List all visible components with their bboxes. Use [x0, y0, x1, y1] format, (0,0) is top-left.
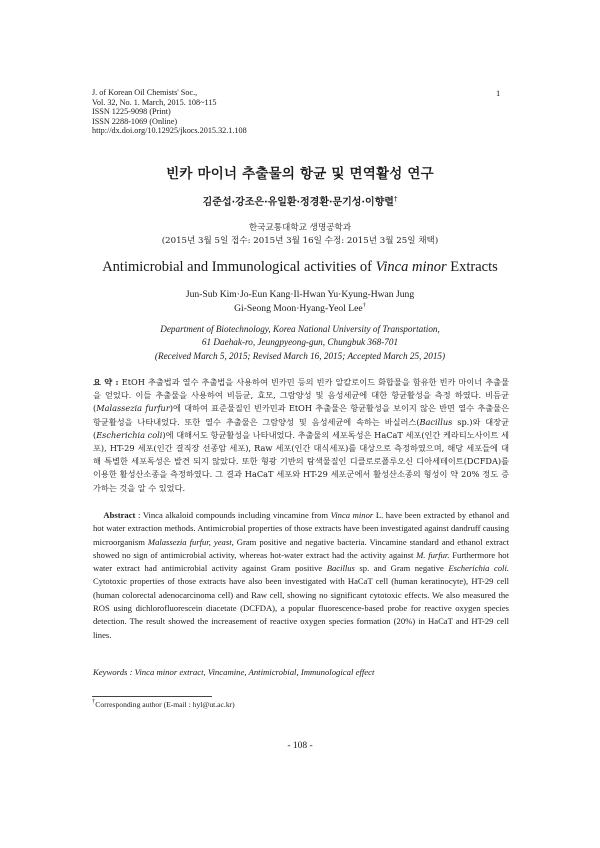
authors-english-line2-text: Gi-Seong Moon·Hyang-Yeol Lee [234, 303, 363, 314]
received-dates: (Received March 5, 2015; Revised March 16, 2015; Accepted March 25, 2015) [154, 350, 446, 361]
footnote-dagger: † [92, 698, 96, 705]
authors-english [60, 288, 540, 316]
issn-print: ISSN 1225-9098 (Print) [92, 107, 171, 117]
abstract-korean-text: )에 대하여 표준물질인 빈카민과 EtOH 추출물은 항균활성을 보이지 않은 반면 열수 추출물은 항균활성을 나타내었다. 또한 열수 추출물은 그람양성 및 음성세균에 속하는 바실러스( [93, 403, 509, 427]
department-english [60, 323, 540, 363]
abstract-english-label: Abstract [103, 510, 136, 520]
abstract-korean-italic: Bacillus [419, 416, 453, 427]
department-line1: Department of Biotechnology, Korea National University of Transportation, [160, 324, 440, 334]
abstract-english-italic: Bacillus [326, 563, 355, 574]
title-english-post: Extracts [446, 259, 498, 275]
affiliation-korean [60, 222, 540, 247]
abstract-korean-text: sp.)와 대장균( [93, 416, 509, 440]
title-english [60, 259, 540, 276]
abstract-english-italic: Vinca minor [330, 510, 374, 520]
keywords: Keywords : Vinca minor extract, Vincamine, Antimicrobial, Immunological effect [93, 667, 375, 677]
page-number-top: 1 [496, 88, 501, 98]
dates-korean: (2015년 3월 5일 접수: 2015년 3월 16일 수정: 2015년 3월 25일 채택) [161, 235, 439, 246]
abstract-english-italic: M. furfur. [416, 549, 450, 560]
abstract-english-text: L. have been extracted by ethanol and hot water extraction methods. Antimicrobial properties of those extracts have been investigated against dandruff causing microorganism [93, 510, 510, 547]
authors-korean-names: 김준섭·강조은·유일환·정경환·문기성·이향렬 [202, 197, 394, 208]
journal-header [92, 88, 472, 136]
footnote-text: Corresponding author (E-mail : hyl@ut.ac.kr) [95, 700, 235, 709]
abstract-english-italic: Escherichia coli. [448, 563, 509, 574]
authors-korean [60, 193, 540, 208]
abstract-korean-text: )에 대해서도 항균활성을 나타내었다. 추출물의 세포독성은 HaCaT 세포(인간 케라티노사이트 세포), HT-29 세포(인간 결직장 선종암 세포), Raw 세포(인간 대식세포)를 대상으로 측정하였으며, 해당 세포들에 대해 특별한 세포독성은 발견 되지 않았다. 또한 형광 기반의 탐색물질인 디클로로플루오신 디아세테이트(DCFDA)를 이용한 활성산소종을 측정하였다. 그 결과 HaCaT 세포와 HT-29 세포군에서 활성산소종의 형성이 약 20% 정도 증가하는 것을 알 수 있었다. [93, 429, 509, 493]
abstract-korean-italic: Malassezia furfur [96, 403, 170, 414]
abstract-english-text: Gram positive and negative bacteria. Vincamine standard and ethanol extract showed no sign of antimicrobial activity, whereas hot-water extract had the activity against [93, 536, 509, 560]
affiliation-korean-name: 한국교통대학교 생명공학과 [248, 223, 352, 233]
abstract-english [93, 509, 509, 642]
abstract-korean-label: 요 약 : [93, 377, 122, 387]
abstract-korean [93, 376, 509, 495]
journal-name: J. of Korean Oil Chemists' Soc., [92, 88, 198, 97]
title-korean: 빈카 마이너 추출물의 항균 및 면역활성 연구 [166, 166, 434, 182]
title-english-species: Vinca minor [375, 259, 447, 275]
abstract-korean-text: EtOH 추출법과 열수 추출법을 사용하여 빈카민 등의 빈카 알칼로이드 화합물을 함유한 빈카 마이너 추출물을 얻었다. 이들 추출물을 사용하여 비듬균, 효모, 그람양성 및 음성세균에 대한 항균활성을 측정 하였다. 비듬균( [93, 377, 509, 414]
title-english-pre: Antimicrobial and Immunological activities of [102, 259, 376, 275]
abstract-english-text: Vinca alkaloid compounds including vincamine from [142, 510, 331, 520]
abstract-english-text: sp. and Gram negative [354, 563, 449, 574]
authors-english-line1: Jun-Sub Kim·Jo-Eun Kang·Il-Hwan Yu·Kyung-Hwan Jung [185, 289, 415, 300]
page-number-bottom: - 108 - [287, 741, 313, 751]
footnote-divider [92, 696, 212, 697]
authors-english-line2 [60, 302, 540, 316]
abstract-english-italic: Malassezia furfur, yeast, [147, 536, 234, 547]
issn-online: ISSN 2288-1069 (Online) [92, 116, 178, 126]
corresponding-dagger: † [393, 195, 398, 203]
abstract-english-sep: : [135, 510, 143, 520]
doi-link[interactable]: http://dx.doi.org/10.12925/jkocs.2015.32.1.108 [92, 126, 247, 136]
abstract-english-text: Cytotoxic properties of those extracts have also been investigated with HaCaT cell (human keratinocyte), HT-29 cell (human colorectal adenocarcinoma cell) and Raw cell, showing no significant cytotoxic effects. We also measured the ROS using dichlorofluorescein diacetate (DCFDA), a popular fluorescence-based probe for reactive oxygen species detection. The result showed the increasement of reactive oxygen species formation (20%) in HaCaT and HT-29 cell lines. [93, 576, 509, 640]
abstract-korean-italic: Escherichia coli [96, 429, 163, 440]
footnote-corresponding [92, 700, 492, 709]
corresponding-dagger-en: † [362, 302, 366, 309]
department-line2: 61 Daehak-ro, Jeungpyeong-gun, Chungbuk 368-701 [201, 337, 399, 348]
abstract-english-text: Furthermore hot water extract had antimicrobial activity against Gram positive [93, 549, 509, 574]
journal-volume: Vol. 32, No. 1. March, 2015. 108~115 [92, 97, 217, 107]
